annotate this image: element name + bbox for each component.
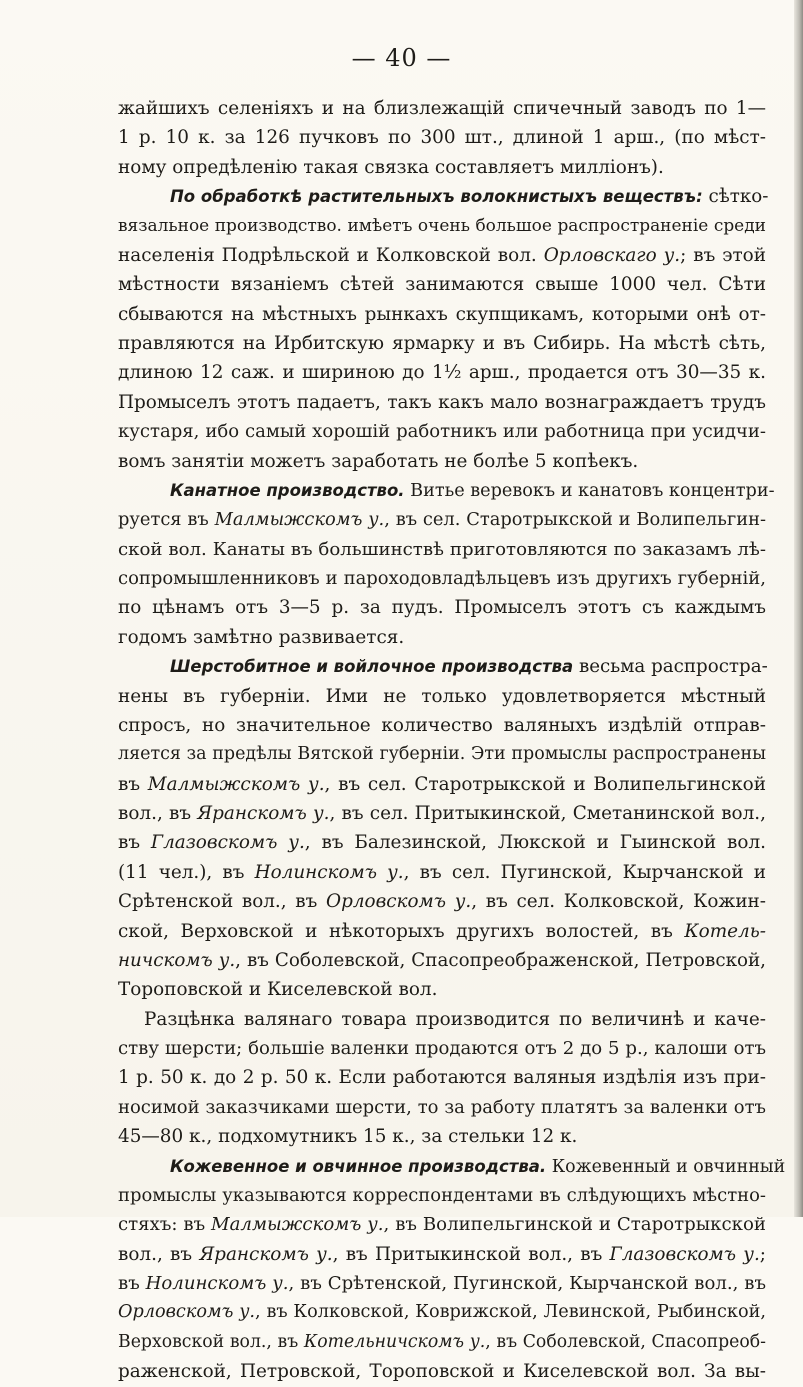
text-line: [118, 1034, 766, 1063]
text-segment: кустаря, ибо самый хорошій работникъ или работница при усидчи-: [118, 421, 766, 443]
place-name: Котель-: [684, 920, 766, 942]
text-line: [118, 417, 766, 446]
text-segment: сѣтко-: [702, 186, 769, 208]
text-segment: спросъ, но значительное количество валяныхъ издѣлій отправ-: [118, 714, 766, 736]
text-segment: ству шерсти; большіе валенки продаются отъ 2 до 5 р., калоши отъ: [118, 1038, 766, 1059]
text-line: [118, 505, 766, 534]
text-segment: 45—80 к., подхомутникъ 15 к., за стельки 12 к.: [118, 1126, 578, 1148]
text-line: [118, 1152, 786, 1181]
text-segment: нены въ губерніи. Ими не только удовлетворяется мѣстный: [118, 685, 766, 707]
text-segment: , въ Соболевской, Спасопреображенской, Петровской,: [235, 949, 766, 971]
text-segment: Верховской вол., въ: [118, 1331, 304, 1352]
text-line: [118, 975, 766, 1004]
text-line: [118, 182, 769, 211]
place-name: Нолинскомъ у.: [145, 1273, 289, 1294]
place-name: Яранскомъ у.: [199, 1243, 333, 1265]
text-line: [118, 447, 766, 476]
text-segment: руется въ: [118, 509, 215, 531]
text-segment: Промыселъ этотъ падаетъ, такъ какъ мало вознаграждаетъ трудъ: [118, 391, 766, 413]
text-segment: , въ Колковской, Коврижской, Левинской, Рыбинской,: [255, 1302, 766, 1323]
text-line: [118, 123, 766, 152]
text-segment: вол., въ: [118, 1243, 200, 1265]
text-line: [118, 858, 766, 887]
text-segment: Витье веревокъ и канатовъ концентри-: [404, 480, 775, 501]
text-segment: ской вол. Канаты въ большинствѣ приготовляются по заказамъ лѣ-: [118, 538, 766, 560]
text-segment: , въ Волипельгинской и Старотрыкской: [383, 1214, 766, 1236]
text-segment: , въ Срѣтенской, Пугинской, Кырчанской вол., въ: [288, 1273, 766, 1294]
text-line: [118, 711, 766, 740]
place-name: Орловскомъ у.: [326, 891, 472, 913]
text-segment: Кожевенный и овчинный: [546, 1156, 786, 1177]
text-segment: длиною 12 саж. и шириною до 1½ арш., продается отъ 30—35 к.: [118, 362, 766, 384]
text-line: [118, 94, 766, 123]
text-segment: годомъ замѣтно развивается.: [118, 626, 405, 648]
text-line: [118, 1269, 766, 1298]
text-line: [118, 212, 766, 241]
text-segment: , въ сел. Старотрыкской и Волипельгинской: [324, 773, 766, 795]
place-name: Малмыжскомъ у.: [211, 1214, 384, 1236]
section-heading: Шерстобитное и войлочное производства: [170, 657, 574, 677]
text-line: [118, 241, 766, 270]
text-line: [118, 1328, 766, 1357]
place-name: Орловскомъ у.: [118, 1302, 256, 1323]
text-segment: въ: [118, 773, 148, 795]
text-segment: Тороповской и Киселевской вол.: [118, 979, 438, 1001]
text-segment: Срѣтенской вол., въ: [118, 891, 327, 913]
text-line: [118, 476, 775, 505]
text-line: [118, 770, 766, 799]
text-segment: сбываются на мѣстныхъ рынкахъ скупщикамъ, которыми онѣ от-: [118, 303, 766, 325]
text-segment: , въ Балезинской, Люкской и Гыинской вол.: [304, 832, 766, 854]
text-segment: мѣстности вязаніемъ сѣтей занимаются свыше 1000 чел. Сѣти: [118, 274, 766, 296]
text-line: [118, 329, 766, 358]
text-line: [118, 917, 766, 946]
text-line: [118, 682, 766, 711]
text-segment: жайшихъ селеніяхъ и на близлежащій спичечный заводъ по 1—: [118, 98, 766, 119]
text-segment: ляется за предѣлы Вятской губерніи. Эти промыслы распространены: [118, 744, 766, 765]
section-heading: Кожевенное и овчинное производства.: [170, 1156, 547, 1176]
text-line: [118, 358, 766, 387]
section-heading: По обработкѣ растительныхъ волокнистыхъ веществъ:: [170, 187, 703, 207]
text-segment: Разцѣнка валянаго товара производится по величинѣ и каче-: [144, 1008, 766, 1030]
text-segment: вязальное производство. имѣетъ очень большое распространеніе среди: [118, 215, 766, 236]
text-line: [118, 1181, 766, 1210]
place-name: Глазовскомъ у.: [609, 1243, 760, 1265]
text-segment: стяхъ: въ: [118, 1214, 212, 1236]
text-segment: , въ Соболевской, Спасопреоб-: [485, 1331, 766, 1352]
text-segment: (11 чел.), въ: [118, 861, 255, 883]
text-segment: сопромышленниковъ и пароходовладѣльцевъ изъ другихъ губерній,: [118, 568, 766, 589]
text-line: [118, 1210, 766, 1239]
text-line: [118, 1005, 766, 1034]
text-line: [118, 1063, 766, 1092]
text-line: [118, 1240, 766, 1269]
page-number: — 40 —: [351, 44, 452, 72]
text-segment: въ: [118, 832, 151, 854]
place-name: Нолинскомъ у.: [254, 861, 404, 883]
text-line: [118, 388, 766, 417]
text-line: [118, 623, 766, 652]
text-line: [118, 300, 766, 329]
text-line: [118, 153, 766, 182]
page-edge-shadow: [794, 0, 803, 1217]
text-segment: ; въ этой: [680, 244, 766, 266]
text-line: [118, 270, 766, 299]
text-segment: , въ сел. Пугинской, Кырчанской и: [403, 861, 766, 883]
text-line: [118, 593, 766, 622]
text-line: [118, 1357, 766, 1386]
text-segment: вол., въ: [118, 803, 198, 824]
place-name: Яранскомъ у.: [197, 803, 330, 824]
text-segment: правляются на Ирбитскую ярмарку и въ Сибирь. На мѣстѣ сѣть,: [118, 333, 766, 354]
text-line: [118, 828, 766, 857]
text-line: [118, 652, 766, 681]
text-segment: носимой заказчиками шерсти, то за работу платятъ за валенки отъ: [118, 1096, 766, 1118]
text-segment: вомъ занятіи можетъ заработать не болѣе 5 копѣекъ.: [118, 450, 639, 472]
text-segment: , въ сел. Старотрыкской и Волипельгин-: [384, 509, 767, 531]
text-segment: по цѣнамъ отъ 3—5 р. за пудъ. Промыселъ этотъ съ каждымъ: [118, 597, 766, 619]
place-name: Малмыжскомъ у.: [147, 773, 325, 795]
place-name: Глазовскомъ у.: [150, 832, 305, 854]
text-line: [118, 1298, 766, 1327]
text-segment: , въ сел. Колковской, Кожин-: [471, 891, 766, 913]
text-segment: 1 р. 50 к. до 2 р. 50 к. Если работаются валяныя издѣлія изъ при-: [118, 1067, 766, 1089]
text-segment: въ: [118, 1273, 146, 1294]
text-line: [118, 1122, 766, 1151]
body-text: [118, 94, 786, 1387]
place-name: ничскомъ у.: [118, 949, 236, 971]
text-line: [118, 799, 766, 828]
place-name: Орловскаго у.: [543, 244, 681, 266]
section-heading: Канатное производство.: [170, 480, 405, 500]
text-segment: ской, Верховской и нѣкоторыхъ другихъ волостей, въ: [118, 920, 685, 942]
text-line: [118, 887, 766, 916]
text-line: [118, 535, 766, 564]
text-line: [118, 946, 766, 975]
text-segment: раженской, Петровской, Тороповской и Киселевской вол. За вы-: [118, 1361, 766, 1383]
text-segment: 1 р. 10 к. за 126 пучковъ по 300 шт., длиной 1 арш., (по мѣст-: [118, 127, 766, 149]
place-name: Котельничскомъ у.: [303, 1331, 486, 1352]
place-name: Малмыжскомъ у.: [214, 509, 385, 531]
text-segment: населенія Подрѣльской и Колковской вол.: [118, 244, 544, 266]
text-segment: промыслы указываются корреспондентами въ слѣдующихъ мѣстно-: [118, 1184, 766, 1206]
text-segment: весьма распростра-: [573, 656, 768, 678]
text-segment: ному опредѣленію такая связка составляетъ милліонъ).: [118, 156, 664, 178]
text-segment: , въ Притыкинской вол., въ: [332, 1243, 610, 1265]
text-line: [118, 1093, 766, 1122]
text-segment: ;: [759, 1243, 766, 1265]
text-segment: , въ сел. Притыкинской, Сметанинской вол.,: [329, 803, 766, 824]
text-line: [118, 740, 766, 769]
text-line: [118, 564, 766, 593]
